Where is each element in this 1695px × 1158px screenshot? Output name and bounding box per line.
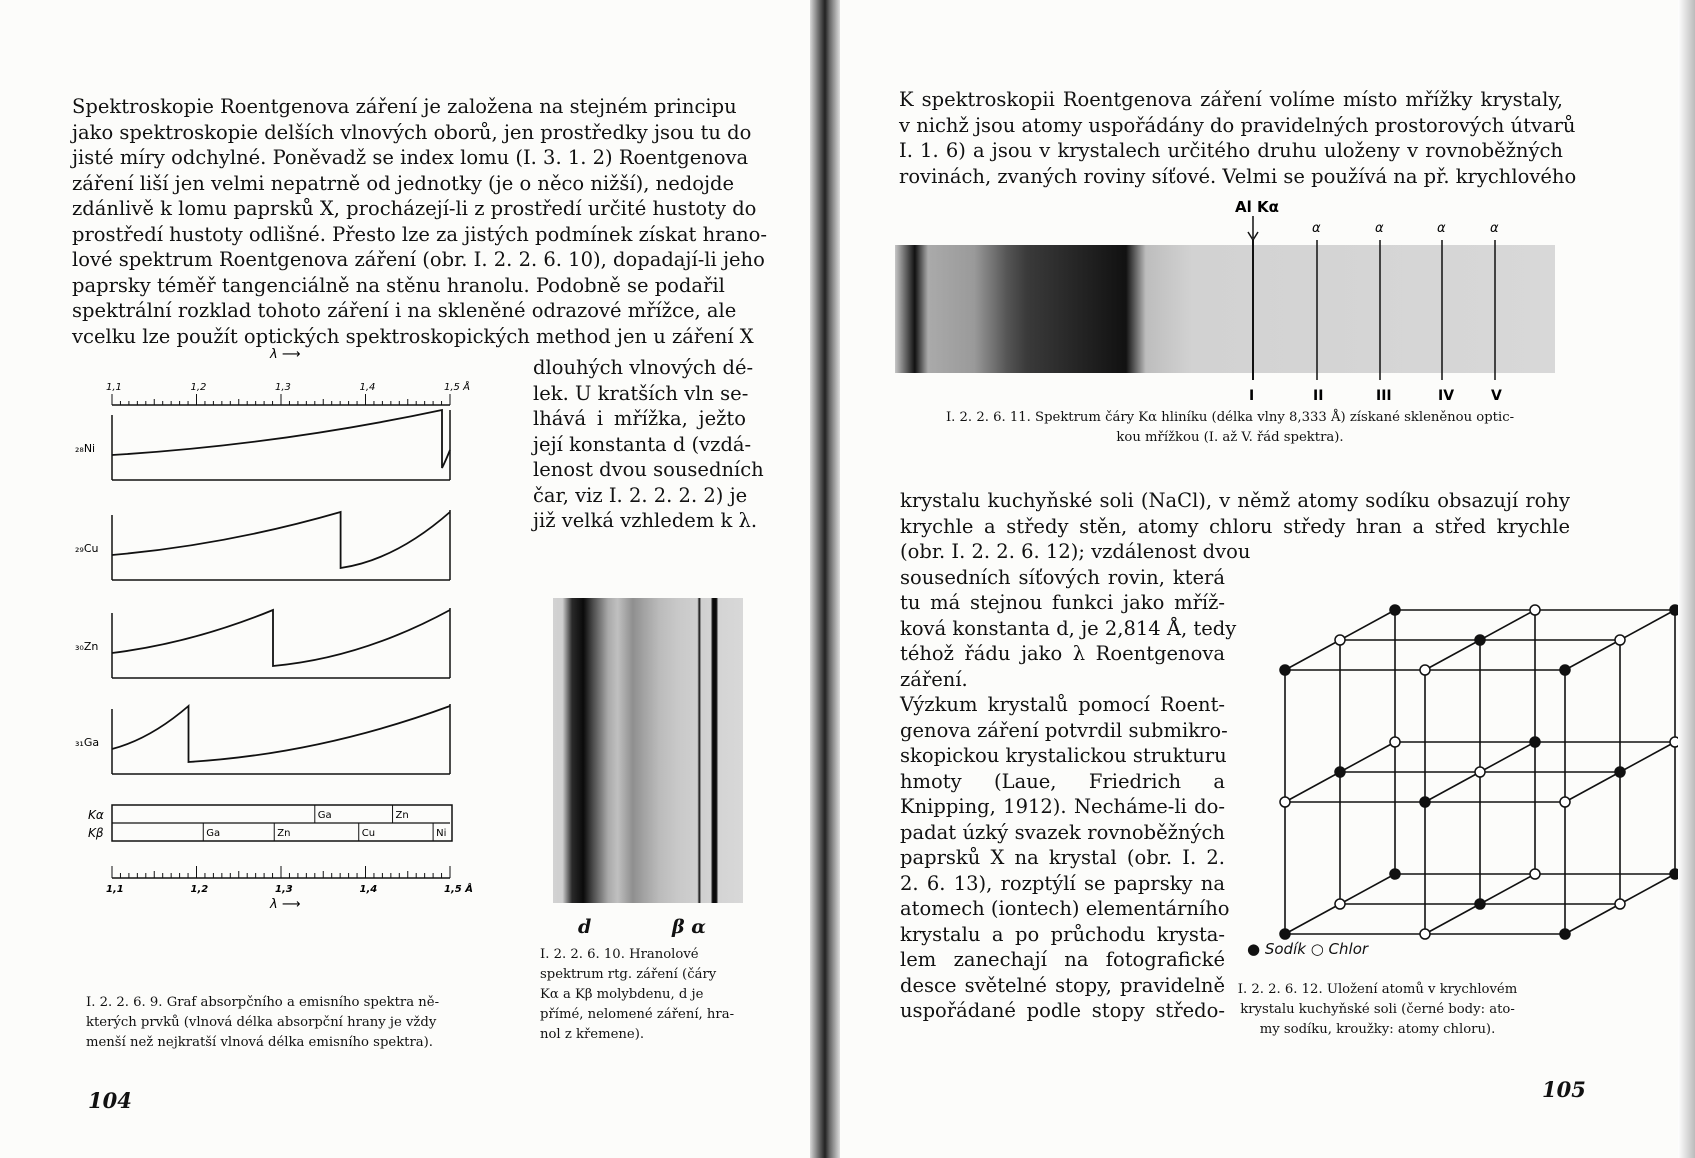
scale-tick-label: 1,4 [359,884,378,895]
text-line: (obr. I. 2. 2. 6. 12); vzdálenost dvou [900,540,1251,563]
caption-line: my sodíku, kroužky: atomy chloru). [1259,1022,1496,1037]
chlorine-atom [1280,797,1290,807]
text-line: vcelku lze použít optických spektroskopických method jen u záření X [72,324,754,348]
text-line: zdánlivě k lomu paprsků X, procházejí-li z prostředí určité hustoty do [72,197,757,220]
sodium-atom [1335,767,1345,777]
absorption-curve [112,512,450,568]
spectrum-strip [895,245,1555,373]
text-line: Výzkum krystalů pomocí Roent- [900,693,1225,716]
lattice-edge [1480,742,1535,772]
text-line: její konstanta d (vzdá- [533,432,752,456]
text-line: I. 1. 6) a jsou v krystalech určitého druhu uloženy v rovnoběžných [899,139,1563,162]
text-line: záření liší jen velmi nepatrně od jednotky (je o něco nižší), nedojde [72,171,735,195]
chlorine-atom [1420,665,1430,675]
scale-tick-label: 1,4 [359,382,376,393]
lattice-edge [1425,640,1480,670]
row-label: Kβ [88,826,104,840]
scale-tick-label: 1,3 [275,382,291,393]
lambda-label: λ ⟶ [270,347,301,362]
sodium-atom [1475,899,1485,909]
text-line: spektrální rozklad tohoto záření i na skleněné odrazové mřížce, ale [72,299,737,322]
fig10-label-d: d [578,916,592,938]
right-top-paragraph [899,87,1577,189]
text-line: paprsky téměř tangenciálně na stěnu hranolu. Podobně se podařil [72,273,725,297]
scale-tick-label: 1,3 [275,884,293,895]
element-label: ₃₁Ga [75,736,100,749]
chlorine-atom [1335,635,1345,645]
alpha-label: α [1312,221,1321,236]
text-line: desce světelné stopy, pravidelně [900,973,1225,997]
order-label: IV [1438,388,1455,404]
text-line: jisté míry odchylné. Poněvadž se index lomu (I. 3. 1. 2) Roentgenova [72,146,749,169]
right-narrow-paragraph [900,539,1251,1024]
chlorine-atom [1475,767,1485,777]
caption-line: Kα a Kβ molybdenu, d je [540,987,704,1002]
fig10-caption [540,945,754,1045]
lattice-edge [1620,742,1675,772]
page-number-left: 104 [88,1088,132,1113]
text-line: dlouhých vlnových dé- [533,356,754,379]
lattice-edge [1480,874,1535,904]
sodium-atom [1560,665,1570,675]
scale-tick-label: 1,1 [106,382,122,393]
fig12-legend: ● Sodík ○ Chlor [1247,940,1369,958]
text-line: prostředí hustoty odlišné. Přesto lze za jistých podmínek získat hrano- [72,222,767,246]
lattice-edge [1340,610,1395,640]
lattice-edge [1425,904,1480,934]
left-page [0,0,815,1158]
right-page [835,0,1695,1158]
sodium-atom [1390,605,1400,615]
page-number-right: 105 [1542,1077,1586,1102]
order-label: I [1249,388,1255,404]
text-line: rovinách, zvaných roviny síťové. Velmi se používá na př. krychlového [899,164,1577,188]
caption-line: přímé, nelomené záření, hra- [540,1007,735,1022]
sodium-atom [1420,797,1430,807]
lattice-edge [1285,904,1340,934]
scale-tick-label: 1,2 [190,382,207,393]
row-label: Kα [88,808,104,822]
lattice-edge [1480,610,1535,640]
text-line: uspořádané podle stopy středo- [900,999,1225,1022]
cell-label: Zn [395,810,409,821]
text-line: jako spektroskopie delších vlnových oborů, jen prostředky jsou tu do [72,120,752,144]
text-line: lem zanechají na fotografické [900,948,1225,971]
sodium-atom [1475,635,1485,645]
sodium-atom [1390,869,1400,879]
left-paragraph [72,94,767,349]
caption-line: kterých prvků (vlnová délka absorpční hrany je vždy [86,1015,437,1030]
lattice-edge [1565,772,1620,802]
scale-tick-label: 1,5 Å [444,884,473,895]
sodium-atom [1530,737,1540,747]
text-line: hmoty (Laue, Friedrich a [900,769,1225,793]
text-line: lenost dvou sousedních [533,458,764,481]
lattice-edge [1565,904,1620,934]
alpha-label: α [1375,221,1384,236]
lattice-edge [1340,874,1395,904]
element-label: ₂₉Cu [75,542,99,555]
absorption-curve [112,610,450,666]
chlorine-atom [1530,869,1540,879]
text-line: v nichž jsou atomy uspořádány do pravidelných prostorových útvarů [899,113,1576,137]
text-line: genova záření potvrdil submikro- [900,718,1228,742]
text-line: čar, viz I. 2. 2. 2. 2) je [533,483,748,507]
fig10-label-beta-alpha: β α [672,916,706,938]
text-line: ková konstanta d, je 2,814 Å, tedy [900,616,1237,640]
text-line: krystalu kuchyňské soli (NaCl), v němž atomy sodíku obsazují rohy [900,489,1570,512]
cell-label: Cu [361,828,376,839]
element-label: ₃₀Zn [75,640,99,653]
cell-label: Ga [317,810,332,821]
scale-tick-label: 1,5 Å [444,382,470,393]
lattice-edge [1340,742,1395,772]
order-label: V [1491,388,1502,404]
fig9-caption [86,993,486,1053]
chlorine-atom [1390,737,1400,747]
lambda-label: λ ⟶ [270,897,301,912]
sodium-atom [1280,929,1290,939]
lattice-edge [1565,640,1620,670]
order-label: II [1313,388,1324,404]
text-line: 2. 6. 13), rozptýlí se paprsky na [900,871,1225,895]
caption-line: I. 2. 2. 6. 11. Spektrum čáry Kα hliníku (délka vlny 8,333 Å) získané skleněnou optic- [945,410,1515,425]
text-line: skopickou krystalickou strukturu [900,744,1227,767]
chlorine-atom [1420,929,1430,939]
text-line: Spektroskopie Roentgenova záření je založena na stejném principu [72,95,737,118]
caption-line: I. 2. 2. 6. 10. Hranolové [540,947,699,962]
text-line: lové spektrum Roentgenova záření (obr. I. 2. 2. 6. 10), dopadají-li jeho [72,248,765,271]
caption-line: nol z křemene). [540,1027,645,1042]
caption-line: I. 2. 2. 6. 12. Uložení atomů v krychlovém [1237,982,1518,997]
lattice-edge [1620,874,1675,904]
lattice-edge [1285,640,1340,670]
caption-line: kou mřížkou (I. až V. řád spektra). [1116,430,1344,445]
sodium-atom [1560,929,1570,939]
sodium-atom [1615,767,1625,777]
caption-line: I. 2. 2. 6. 9. Graf absorpčního a emisního spektra ně- [86,995,440,1010]
absorption-curve [112,706,450,762]
aluminium-k-alpha-spectrum [895,200,1575,430]
lattice-edge [1425,772,1480,802]
text-line: lhává i mřížka, ježto [533,407,746,430]
chlorine-atom [1615,635,1625,645]
lattice-edge [1285,772,1340,802]
text-line: paprsků X na krystal (obr. I. 2. [900,846,1225,869]
text-line: záření. [900,667,968,691]
text-line: téhož řádu jako λ Roentgenova [900,642,1225,665]
absorption-emission-graph [75,347,510,980]
chlorine-atom [1615,899,1625,909]
scale-tick-label: 1,2 [190,884,209,895]
text-line: Knipping, 1912). Necháme-li do- [900,795,1225,818]
nacl-crystal-lattice [1225,570,1525,950]
alpha-label: α [1437,221,1446,236]
text-line: K spektroskopii Roentgenova záření volíme místo mřížky krystaly, [899,88,1563,111]
caption-line: menší než nejkratší vlnová délka emisního spektra). [86,1035,433,1050]
cell-label: Ni [436,828,447,839]
chlorine-atom [1335,899,1345,909]
text-line: krystalu a po průchodu krysta- [900,922,1225,946]
chlorine-atom [1530,605,1540,615]
book-gutter [810,0,840,1158]
sodium-atom [1280,665,1290,675]
caption-line: krystalu kuchyňské soli (černé body: ato- [1240,1002,1515,1017]
order-label: III [1376,388,1392,404]
text-line: lek. U kratších vln se- [533,381,749,405]
alpha-label: α [1490,221,1499,236]
chlorine-atom [1560,797,1570,807]
text-line: tu má stejnou funkci jako mříž- [900,591,1225,614]
text-line: atomech (iontech) elementárního [900,897,1230,920]
left-side-paragraph [533,355,764,534]
text-line: padat úzký svazek rovnoběžných [900,820,1225,844]
scale-tick-label: 1,1 [106,884,124,895]
fig11-caption [900,408,1560,448]
prism-spectrum-photo [553,598,743,903]
text-line: již velká vzhledem k λ. [533,509,758,532]
absorption-curve [112,410,450,468]
caption-line: spektrum rtg. záření (čáry [540,967,717,982]
lattice-edge [1620,610,1675,640]
text-line: krychle a středy stěn, atomy chloru středy hran a střed krychle [900,514,1570,538]
fig12-caption [1230,980,1525,1040]
page-edge [1678,0,1695,1158]
arrow-label: Al Kα [1235,198,1279,216]
cell-label: Zn [277,828,291,839]
element-label: ₂₈Ni [75,442,96,455]
text-line: sousedních síťových rovin, která [900,565,1225,589]
right-full-paragraph [900,488,1570,539]
cell-label: Ga [206,828,221,839]
